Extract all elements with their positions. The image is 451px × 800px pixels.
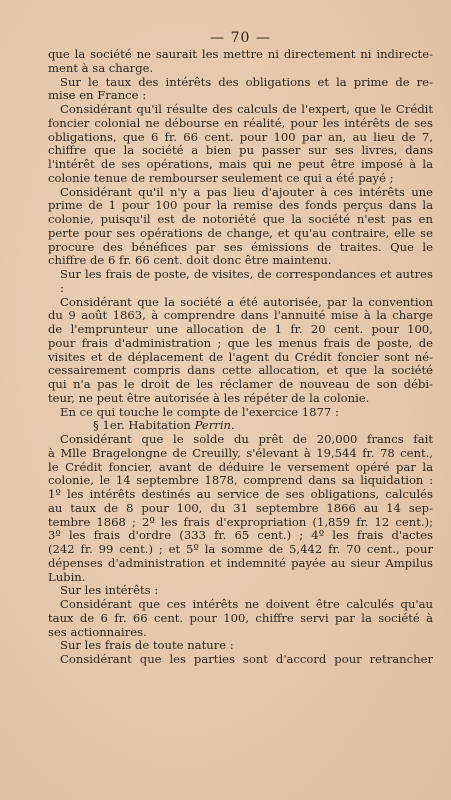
text-line: du 9 août 1863, à comprendre dans l'annuité mise à la charge	[48, 309, 433, 323]
text-line: de l'emprunteur une allocation de 1 fr. 20 cent. pour 100,	[48, 323, 433, 336]
text-line: visites et de déplacement de l'agent du Crédit foncier sont né-	[48, 350, 433, 364]
text-line: ment à sa charge.	[48, 61, 154, 75]
text-block-1	[48, 48, 433, 419]
text-line: qui n'a pas le droit de les réclamer de nouveau de son débi-	[48, 378, 433, 391]
text-line: pour frais d'administration ; que les menus frais de poste, de	[48, 336, 433, 350]
text-line: Sur les frais de toute nature :	[60, 639, 234, 653]
text-line: foncier colonial ne débourse en réalité, pour les intérêts de ses	[48, 116, 433, 130]
text-line: prime de 1 pour 100 pour la remise des fonds perçus dans la	[48, 199, 433, 213]
text-line: colonie, puisqu'il est de notoriété que la société n'est pas en	[48, 213, 433, 226]
text-line: l'intérêt de ses opérations, mais qui ne peut être imposé à la	[48, 158, 433, 171]
page-number: — 70 —	[210, 30, 271, 46]
text-line: teur, ne peut être autorisée à les répéter de la colonie.	[48, 391, 370, 405]
text-line: obligations, que 6 fr. 66 cent. pour 100 par an, au lieu de 7,	[48, 130, 433, 144]
text-line: mise en France :	[48, 89, 147, 103]
text-line: tembre 1868 ; 2º les frais d'expropriation (1,859 fr. 12 cent.);	[48, 515, 433, 529]
text-line: Sur les frais de poste, de visites, de correspondances et autres :	[60, 268, 433, 295]
text-line: taux de 6 fr. 66 cent. pour 100, chiffre servi par la société à	[48, 611, 433, 625]
text-line: chiffre que la société a bien pu passer sur ses livres, dans	[48, 144, 433, 158]
text-line: Considérant qu'il résulte des calculs de l'expert, que le Crédit	[60, 103, 433, 116]
text-line: (242 fr. 99 cent.) ; et 5º la somme de 5,442 fr. 70 cent., pour	[48, 543, 433, 556]
text-block-2	[48, 433, 433, 667]
text-line: cessairement compris dans cette allocation, et que la société	[48, 364, 433, 378]
text-line: Considérant que la société a été autorisée, par la convention	[60, 295, 433, 309]
text-line: 3º les frais d'ordre (333 fr. 65 cent.) ; 4º les frais d'actes	[48, 529, 433, 543]
text-line: dépenses d'administration et indemnité payée au sieur Ampilus	[48, 556, 433, 570]
text-line: Considérant que les parties sont d'accord pour retrancher	[60, 653, 433, 666]
text-line: En ce qui touche le compte de l'exercice 1877 :	[60, 405, 339, 419]
text-line: que la société ne saurait les mettre ni directement ni indirecte-	[48, 48, 433, 61]
text-line: Sur les intérêts :	[60, 584, 159, 598]
text-line: colonie tenue de rembourser seulement ce qui a été payé ;	[48, 171, 394, 185]
section-title-name: Perrin.	[194, 418, 235, 433]
text-line: colonie, le 14 septembre 1878, comprend dans sa liquidation :	[48, 474, 433, 488]
text-line: Sur le taux des intérêts des obligations et la prime de re-	[60, 75, 433, 89]
text-line: Considérant que le solde du prêt de 20,000 francs fait	[60, 433, 433, 446]
text-line: 1º les intérêts destinés au service de ses obligations, calculés	[48, 488, 433, 501]
text-line: le Crédit foncier, avant de déduire le versement opéré par la	[48, 460, 433, 474]
text-line: ses actionnaires.	[48, 625, 147, 639]
text-line: Lubin.	[48, 570, 86, 584]
text-line: perte pour ses opérations de change, et qu'au contraire, elle se	[48, 226, 433, 240]
section-title	[48, 419, 433, 433]
text-line: Considérant que ces intérêts ne doivent être calculés qu'au	[60, 598, 433, 611]
text-line: Considérant qu'il n'y a pas lieu d'ajouter à ces intérêts une	[60, 185, 433, 199]
section-title-prefix: § 1er. Habitation	[93, 418, 195, 433]
text-line: procure des bénéfices par ses émissions de traites. Que le	[48, 240, 433, 254]
text-line: au taux de 8 pour 100, du 31 septembre 1866 au 14 sep-	[48, 501, 433, 515]
text-line: chiffre de 6 fr. 66 cent. doit donc être maintenu.	[48, 254, 332, 268]
text-line: à Mlle Bragelongne de Creuilly, s'élevant à 19,544 fr. 78 cent.,	[48, 446, 433, 460]
